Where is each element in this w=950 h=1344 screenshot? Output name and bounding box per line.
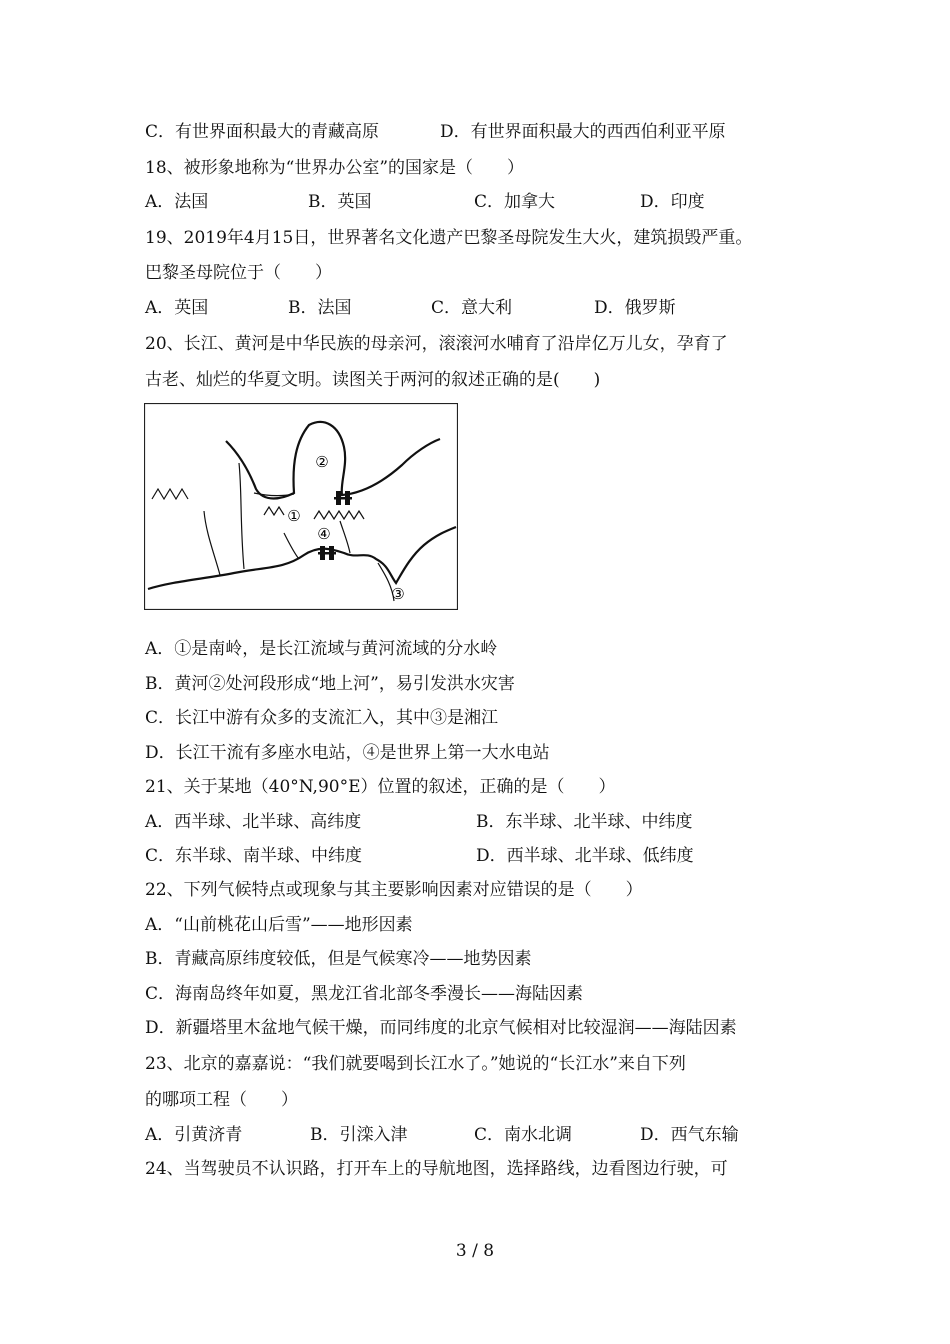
q23-stem-line1: 23、北京的嘉嘉说：“我们就要喝到长江水了。”她说的“长江水”来自下列	[145, 1054, 686, 1074]
q20-option-d: D．长江干流有多座水电站，④是世界上第一大水电站	[145, 743, 550, 763]
q17-option-d: D．有世界面积最大的西西伯利亚平原	[440, 122, 726, 142]
q23-option-d: D．西气东输	[640, 1125, 739, 1145]
q18-option-c: C．加拿大	[474, 192, 556, 212]
page-number: 3 / 8	[455, 1241, 495, 1261]
q19-option-c: C．意大利	[431, 298, 513, 318]
map-border	[145, 404, 458, 610]
q22-stem: 22、下列气候特点或现象与其主要影响因素对应错误的是（ ）	[145, 880, 643, 900]
q19-stem-line2: 巴黎圣母院位于（ ）	[145, 263, 332, 283]
q24-stem-line1: 24、当驾驶员不认识路，打开车上的导航地图，选择路线，边看图边行驶，可	[145, 1159, 728, 1179]
q20-option-c: C．长江中游有众多的支流汇入，其中③是湘江	[145, 708, 499, 728]
q18-stem: 18、被形象地称为“世界办公室”的国家是（ ）	[145, 158, 525, 178]
rivers-map-figure	[144, 403, 458, 610]
q19-option-a: A．英国	[145, 298, 209, 318]
q20-stem-line1: 20、长江、黄河是中华民族的母亲河，滚滚河水哺育了沿岸亿万儿女，孕育了	[145, 334, 728, 354]
q21-option-b: B．东半球、北半球、中纬度	[476, 812, 693, 832]
map-label-3: ③	[391, 585, 405, 603]
q18-option-a: A．法国	[145, 192, 209, 212]
q21-stem: 21、关于某地（40°N,90°E）位置的叙述，正确的是（ ）	[145, 777, 616, 797]
map-label-4: ④	[317, 525, 331, 543]
q23-option-a: A．引黄济青	[145, 1125, 243, 1145]
map-label-2: ②	[315, 453, 329, 471]
q22-option-c: C．海南岛终年如夏，黑龙江省北部冬季漫长——海陆因素	[145, 984, 584, 1004]
q20-option-b: B．黄河②处河段形成“地上河”，易引发洪水灾害	[145, 674, 515, 694]
q22-option-a: A．“山前桃花山后雪”——地形因素	[145, 915, 413, 935]
q21-option-a: A．西半球、北半球、高纬度	[145, 812, 362, 832]
q22-option-b: B．青藏高原纬度较低，但是气候寒冷——地势因素	[145, 949, 532, 969]
q17-option-c: C．有世界面积最大的青藏高原	[145, 122, 380, 142]
q20-stem-line2: 古老、灿烂的华夏文明。读图关于两河的叙述正确的是( )	[145, 370, 601, 390]
q23-stem-line2: 的哪项工程（ ）	[145, 1090, 298, 1110]
q21-option-d: D．西半球、北半球、低纬度	[476, 846, 694, 866]
map-label-1: ①	[287, 507, 301, 525]
q21-option-c: C．东半球、南半球、中纬度	[145, 846, 363, 866]
q19-option-d: D．俄罗斯	[594, 298, 676, 318]
q23-option-c: C．南水北调	[474, 1125, 573, 1145]
q20-option-a: A．①是南岭，是长江流域与黄河流域的分水岭	[145, 639, 498, 659]
q18-option-d: D．印度	[640, 192, 705, 212]
q18-option-b: B．英国	[308, 192, 372, 212]
q19-stem-line1: 19、2019年4月15日，世界著名文化遗产巴黎圣母院发生大火，建筑损毁严重。	[145, 228, 753, 248]
q22-option-d: D．新疆塔里木盆地气候干燥，而同纬度的北京气候相对比较湿润——海陆因素	[145, 1018, 737, 1038]
q23-option-b: B．引滦入津	[310, 1125, 408, 1145]
q19-option-b: B．法国	[288, 298, 352, 318]
